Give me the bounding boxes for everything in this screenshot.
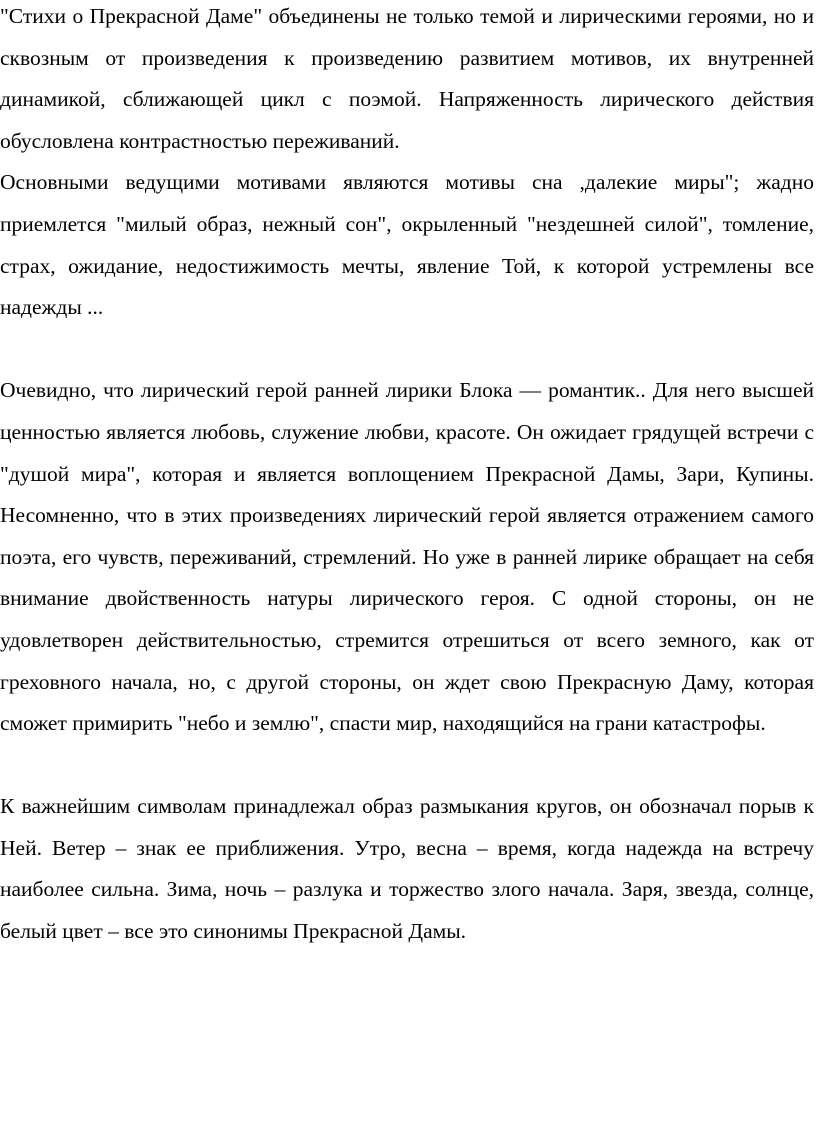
paragraph-3: Очевидно, что лирический герой ранней лирики Блока — романтик.. Для него высшей ценностью является любовь, служение любви, красоте. Он ожидает грядущей встречи с "душой мира", которая и является воплощением Прекрасной Дамы, Зари, Купины. Несомненно, что в этих произведениях лирический герой является отражением самого поэта, его чувств, переживаний, стремлений. Но уже в ранней лирике обращает на себя внимание двойственность натуры лирического героя. С одной стороны, он не удовлетворен действительностью, стремится отрешиться от всего земного, как от греховного начала, но, с другой стороны, он ждет свою Прекрасную Даму, которая сможет примирить "небо и землю", спасти мир, находящийся на грани катастрофы. xyxy=(0,378,814,736)
paragraph-4: К важнейшим символам принадлежал образ размыкания кругов, он обозначал порыв к Ней. Ветер – знак ее приближения. Утро, весна – время, когда надежда на встречу наиболее сильна. Зима, ночь – разлука и торжество злого начала. Заря, звезда, солнце, белый цвет – все это синонимы Прекрасной Дамы. xyxy=(0,794,814,944)
paragraph-1: "Стихи о Прекрасной Даме" объединены не только темой и лирическими героями, но и сквозным от произведения к произведению развитием мотивов, их внутренней динамикой, сближающей цикл с поэмой. Напряженность лирического действия обусловлена контрастностью переживаний. xyxy=(0,4,814,153)
paragraph-2: Основными ведущими мотивами являются мотивы сна ,далекие миры"; жадно приемлется "милый образ, нежный сон", окрыленный "нездешней силой", томление, страх, ожидание, недостижимость мечты, явление Той, к которой устремлены все надежды ... xyxy=(0,170,814,320)
